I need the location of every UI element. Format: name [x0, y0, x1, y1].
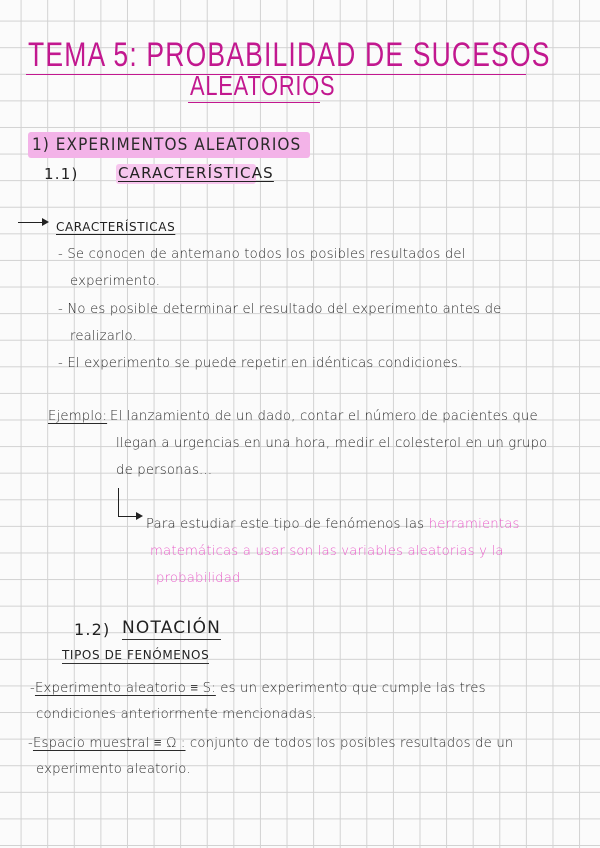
- arrow-line: [18, 222, 44, 223]
- note-line: [146, 517, 520, 532]
- example-line: de personas...: [116, 463, 213, 478]
- arrow-vertical-line: [118, 488, 119, 516]
- arrow-right-icon: [136, 512, 143, 520]
- arrow-right-icon: [42, 218, 49, 226]
- subsection-title: CARACTERÍSTICAS: [118, 164, 274, 182]
- definition-line: condiciones anteriormente mencionadas.: [36, 707, 317, 722]
- characteristics-label: CARACTERÍSTICAS: [56, 220, 176, 234]
- example-line: El lanzamiento de un dado, contar el número de pacientes que: [110, 409, 538, 424]
- example-line: llegan a urgencias en una hora, medir el colesterol en un grupo: [116, 436, 548, 451]
- page-title-line2: ALEATORIOS: [190, 70, 336, 101]
- note-pink-line: matemáticas a usar son las variables aleatorias y la: [150, 544, 504, 559]
- note-text: Para estudiar este tipo de fenómenos las: [146, 517, 425, 532]
- title2-underline: [188, 102, 320, 103]
- definition-dash: -: [30, 681, 35, 696]
- definition-line: experimento aleatorio.: [36, 762, 191, 777]
- definition-term: Experimento aleatorio ≡ S:: [34, 681, 216, 696]
- definition-line: [30, 680, 486, 696]
- list-item: - Se conocen de antemano todos los posibles resultados del: [58, 247, 466, 262]
- note-pink-text: herramientas: [428, 517, 520, 532]
- definition-line: [28, 735, 514, 751]
- definition-text: es un experimento que cumple las tres: [220, 681, 486, 696]
- subsection-number: 1.1): [44, 165, 79, 183]
- list-item: experimento.: [70, 274, 161, 289]
- list-item: - No es posible determinar el resultado del experimento antes de: [58, 302, 502, 317]
- subsection-title: NOTACIÓN: [122, 618, 222, 638]
- definition-term: Espacio muestral ≡ Ω :: [32, 736, 186, 751]
- page-title: TEMA 5: PROBABILIDAD DE SUCESOS: [28, 36, 551, 74]
- section-heading: 1) EXPERIMENTOS ALEATORIOS: [32, 135, 302, 155]
- arrow-horizontal-line: [118, 516, 138, 517]
- definition-text: conjunto de todos los posibles resultados de un: [189, 736, 514, 751]
- subsection-number: 1.2): [74, 620, 111, 639]
- definition-dash: -: [28, 736, 33, 751]
- list-item: realizarlo.: [70, 329, 137, 344]
- example-label: Ejemplo:: [48, 409, 108, 424]
- list-item: - El experimento se puede repetir en idénticas condiciones.: [58, 356, 463, 371]
- subsection-subtitle: TIPOS DE FENÓMENOS: [62, 648, 210, 662]
- note-pink-line: probabilidad: [156, 571, 241, 586]
